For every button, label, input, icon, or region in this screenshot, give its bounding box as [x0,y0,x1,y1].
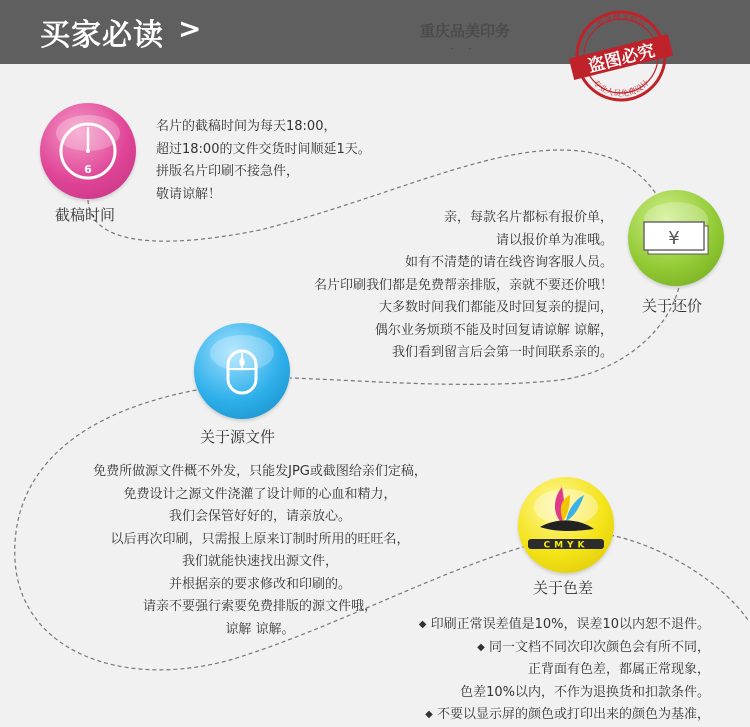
color-line [380,659,710,682]
deadline-line: 超过18:00的文件交货时间顺延1天。 [156,141,371,157]
brand-dots-decoration: · · [450,44,478,55]
diamond-bullet-icon: ◆ [418,619,427,630]
price-line: 名片印刷我们都是免费帮亲排版，亲就不要还价哦！ [313,277,613,293]
source-line: 以后再次印刷，只需报上原来订制时所用的旺旺名， [110,531,410,547]
source-line: 免费所做源文件概不外发，只能发JPG或截图给亲们定稿， [93,464,427,479]
deadline-line: 名片的截稿时间为每天18:00， [156,119,337,134]
cmyk-feather-icon [518,477,614,573]
source-line: 请亲不要强行索要免费排版的源文件哦， [142,599,377,614]
source-line: 我们会保管好好的，请亲放心。 [168,509,351,524]
price-label: 关于还价 [642,297,703,315]
price-line: 偶尔业务烦琐不能及时回复请谅解 谅解， [374,322,613,338]
stamp-main-text: 盗图必究 [586,41,657,77]
deadline-label: 截稿时间 [55,206,116,224]
diamond-bullet-icon: ◆ [477,641,485,653]
color-line-text: 不要以显示屏的颜色或打印出来的颜色为基准， [436,707,710,722]
mouse-icon [194,323,290,419]
source-line: 免费设计之源文件浇灌了设计师的心血和精力， [123,486,397,502]
color-icon-circle [518,477,614,573]
stamp-bottom-text: 专业人员免费设计 [591,78,651,99]
price-text [290,207,613,365]
source-line: 并根据亲的要求修改和印刷的。 [168,576,351,592]
color-line-text: 正背面有色差，都属正常现象， [527,662,710,677]
deadline-line: 拼版名片印刷不接急件， [156,164,300,179]
source-line: 谅解 谅解。 [225,621,295,637]
source-icon-circle [194,323,290,419]
diamond-bullet-icon: ◆ [425,709,433,720]
page-title: 买家必读 [40,18,164,53]
color-label: 关于色差 [533,579,594,597]
yen-banknote-icon [628,190,724,286]
color-text [380,614,710,727]
color-line-text: 印刷正常误差值是10%，误差10以内恕不退件。 [430,617,710,632]
deadline-icon-circle [40,103,136,199]
yen-symbol: ¥ [668,228,680,249]
price-icon-circle [628,190,724,286]
color-line [380,704,710,727]
price-line: 大多数时间我们都能及时回复亲的提问， [378,300,613,315]
color-line [380,682,710,705]
price-line: 我们看到留言后会第一时间联系亲的。 [391,345,613,360]
stamp-top-text: 海量精美模版 [594,12,648,30]
brand-name: 重庆品美印务 [420,22,511,40]
price-line: 亲，每款名片都标有报价单， [443,210,613,225]
source-label: 关于源文件 [200,428,276,446]
color-line [380,637,710,660]
color-line-text: 色差10%以内，不作为退换货和扣款条件。 [460,684,710,700]
price-line: 如有不清楚的请在线咨询客服人员。 [404,255,613,270]
price-line: 请以报价单为准哦。 [495,232,613,248]
color-line [380,614,710,637]
color-line-text: 同一文档不同次印次颜色会有所不同， [488,639,710,655]
clock-number: 6 [84,163,92,176]
deadline-line: 敬请谅解！ [156,186,222,202]
source-line: 我们就能快速找出源文件， [181,554,338,569]
clock-icon [40,103,136,199]
deadline-text [156,116,371,206]
chevron-right-icon[interactable]: > [178,12,202,45]
cmyk-text: CMYK [543,540,589,551]
